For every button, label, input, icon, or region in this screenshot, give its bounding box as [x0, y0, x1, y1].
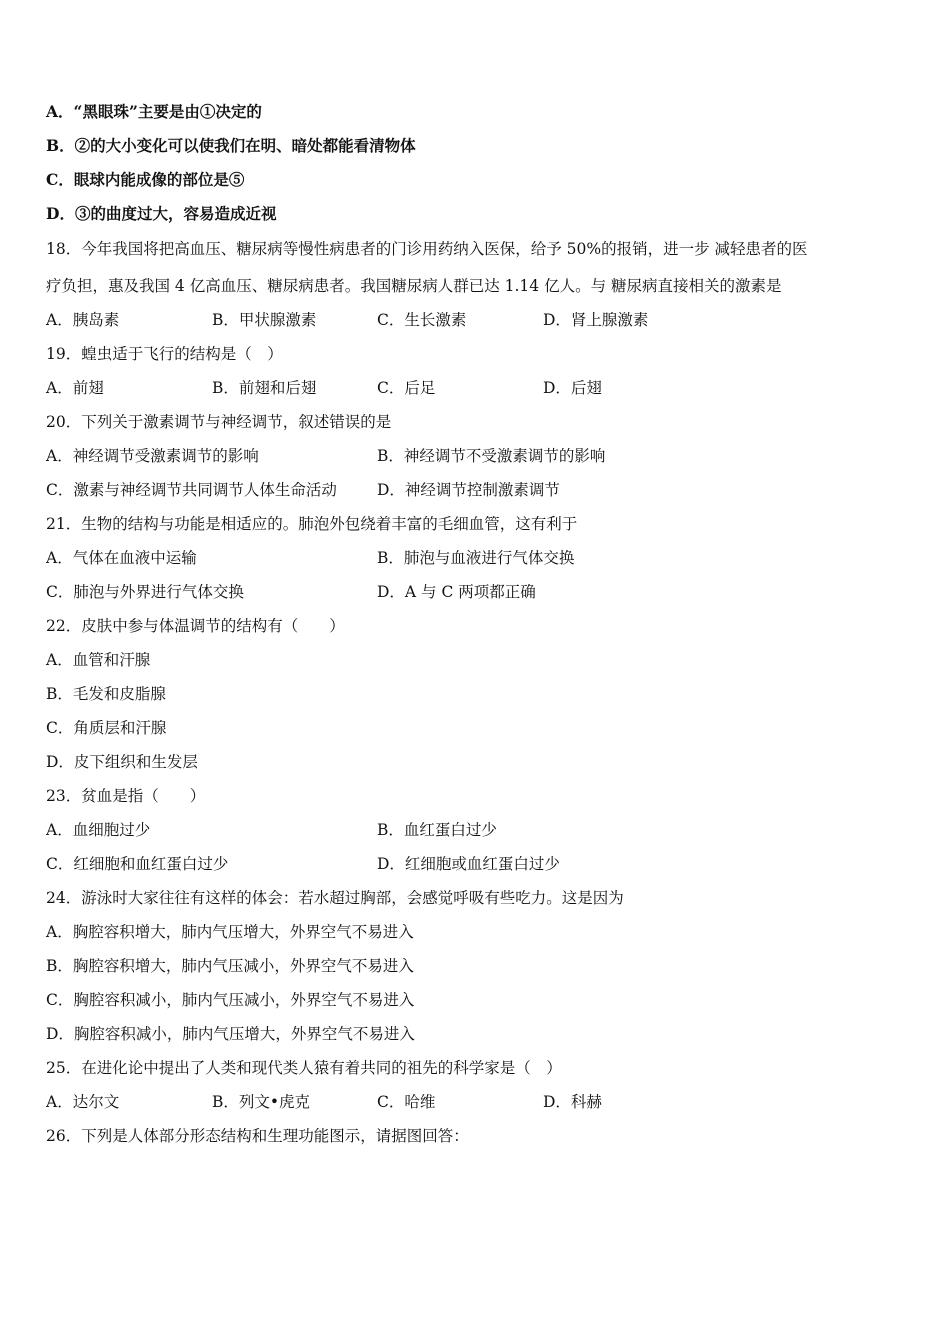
q18-option-c: C．生长激素	[377, 311, 467, 329]
q23-option-b: B．血红蛋白过少	[377, 821, 497, 839]
q22-option-a: A．血管和汗腺	[46, 651, 151, 669]
q18-stem-line2: 疗负担，惠及我国 4 亿高血压、糖尿病患者。我国糖尿病人群已达 1.14 亿人。与 糖尿病直接相关的激素是	[46, 277, 782, 295]
q26-stem: 26．下列是人体部分形态结构和生理功能图示，请据图回答：	[46, 1127, 469, 1145]
q23-option-c: C．红细胞和血红蛋白过少	[46, 855, 229, 873]
q17-option-a: A．“黑眼珠”主要是由①决定的	[46, 102, 262, 121]
q23-stem: 23．贫血是指（ ）	[46, 787, 206, 805]
q21-option-a: A．气体在血液中运输	[46, 549, 197, 567]
q23-option-d: D．红细胞或血红蛋白过少	[377, 855, 560, 873]
q21-option-c: C．肺泡与外界进行气体交换	[46, 583, 244, 601]
q25-option-a: A．达尔文	[46, 1093, 120, 1111]
q25-option-d: D．科赫	[543, 1093, 602, 1111]
q17-option-c: C．眼球内能成像的部位是⑤	[46, 170, 245, 189]
q22-option-d: D．皮下组织和生发层	[46, 753, 198, 771]
q22-stem: 22．皮肤中参与体温调节的结构有（ ）	[46, 617, 345, 635]
q19-option-b: B．前翅和后翅	[212, 379, 317, 397]
q23-option-a: A．血细胞过少	[46, 821, 151, 839]
q19-stem: 19．蝗虫适于飞行的结构是（ ）	[46, 345, 283, 363]
q21-option-b: B．肺泡与血液进行气体交换	[377, 549, 575, 567]
q24-option-d: D．胸腔容积减小，肺内气压增大，外界空气不易进入	[46, 1025, 415, 1043]
q22-option-b: B．毛发和皮脂腺	[46, 685, 166, 703]
q19-option-c: C．后足	[377, 379, 436, 397]
q20-stem: 20．下列关于激素调节与神经调节，叙述错误的是	[46, 413, 392, 431]
q18-option-a: A．胰岛素	[46, 311, 120, 329]
q20-option-c: C．激素与神经调节共同调节人体生命活动	[46, 481, 337, 499]
q25-option-b: B．列文•虎克	[212, 1093, 311, 1111]
q21-option-d: D．A 与 C 两项都正确	[377, 583, 536, 601]
q17-option-d: D．③的曲度过大，容易造成近视	[46, 204, 277, 223]
q21-stem: 21．生物的结构与功能是相适应的。肺泡外包绕着丰富的毛细血管，这有利于	[46, 515, 578, 533]
q24-stem: 24．游泳时大家往往有这样的体会：若水超过胸部，会感觉呼吸有些吃力。这是因为	[46, 889, 624, 907]
q24-option-a: A．胸腔容积增大，肺内气压增大，外界空气不易进入	[46, 923, 414, 941]
q19-option-d: D．后翅	[543, 379, 602, 397]
q20-option-d: D．神经调节控制激素调节	[377, 481, 560, 499]
q20-option-a: A．神经调节受激素调节的影响	[46, 447, 259, 465]
q22-option-c: C．角质层和汗腺	[46, 719, 167, 737]
q25-stem: 25．在进化论中提出了人类和现代类人猿有着共同的祖先的科学家是（ ）	[46, 1059, 562, 1077]
q19-option-a: A．前翅	[46, 379, 104, 397]
q25-option-c: C．哈维	[377, 1093, 436, 1111]
q18-option-d: D．肾上腺激素	[543, 311, 649, 329]
q18-stem-line1: 18．今年我国将把高血压、糖尿病等慢性病患者的门诊用药纳入医保，给予 50%的报销，进一步 减轻患者的医	[46, 240, 808, 258]
q20-option-b: B．神经调节不受激素调节的影响	[377, 447, 606, 465]
q17-option-b: B．②的大小变化可以使我们在明、暗处都能看清物体	[46, 136, 416, 155]
q18-option-b: B．甲状腺激素	[212, 311, 317, 329]
q24-option-b: B．胸腔容积增大，肺内气压减小，外界空气不易进入	[46, 957, 414, 975]
q24-option-c: C．胸腔容积减小，肺内气压减小，外界空气不易进入	[46, 991, 415, 1009]
